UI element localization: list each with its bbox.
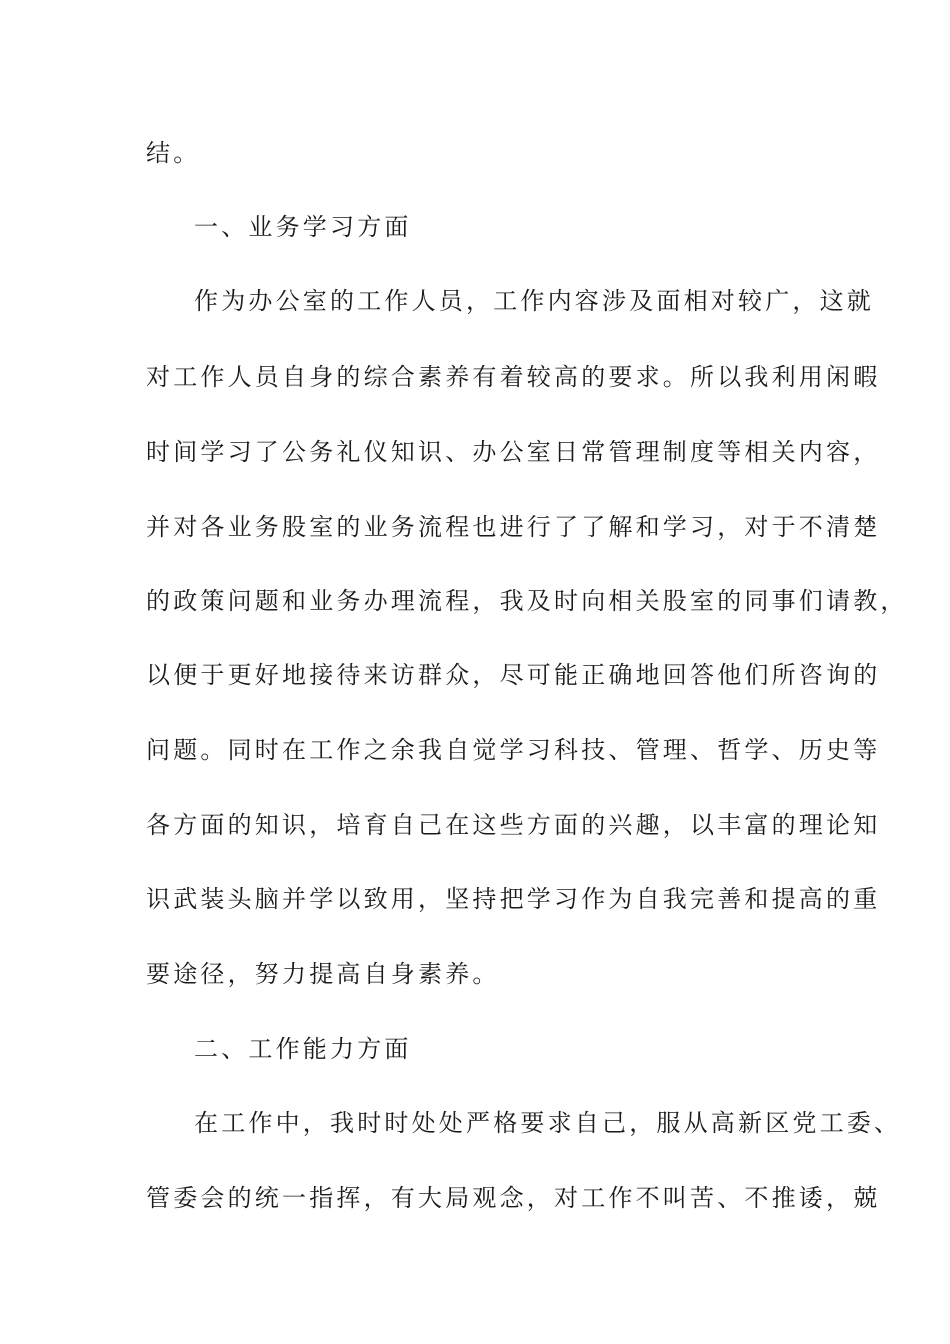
section-heading: 一、业务学习方面 — [194, 213, 412, 241]
text-line: 识武装头脑并学以致用，坚持把学习作为自我完善和提高的重 — [146, 885, 881, 913]
text-line: 对工作人员自身的综合素养有着较高的要求。所以我利用闲暇 — [146, 363, 881, 391]
text-line: 并对各业务股室的业务流程也进行了了解和学习，对于不清楚 — [146, 513, 881, 541]
text-line: 结。 — [146, 139, 201, 167]
text-line: 的政策问题和业务办理流程，我及时向相关股室的同事们请教， — [146, 587, 908, 615]
text-line: 作为办公室的工作人员，工作内容涉及面相对较广，这就 — [194, 287, 874, 315]
text-line: 问题。同时在工作之余我自觉学习科技、管理、哲学、历史等 — [146, 736, 881, 764]
text-line: 以便于更好地接待来访群众，尽可能正确地回答他们所咨询的 — [146, 661, 881, 689]
text-line: 管委会的统一指挥，有大局观念，对工作不叫苦、不推诿，兢 — [146, 1184, 881, 1212]
text-line: 各方面的知识，培育自己在这些方面的兴趣，以丰富的理论知 — [146, 811, 881, 839]
text-line: 在工作中，我时时处处严格要求自己，服从高新区党工委、 — [194, 1109, 902, 1137]
section-heading: 二、工作能力方面 — [194, 1035, 412, 1063]
text-line: 要途径，努力提高自身素养。 — [146, 960, 500, 988]
text-line: 时间学习了公务礼仪知识、办公室日常管理制度等相关内容， — [146, 438, 881, 466]
